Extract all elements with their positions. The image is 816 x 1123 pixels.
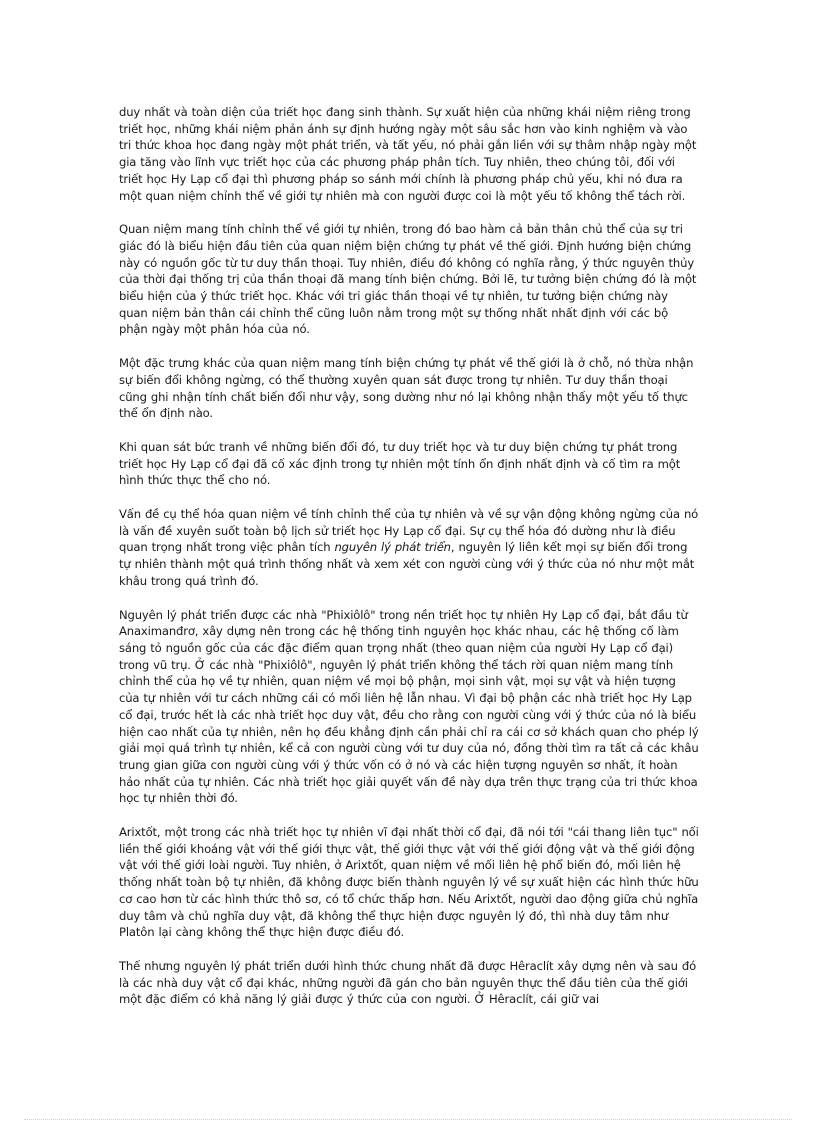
paragraph-5-tail: , nguyên lý liên kết mọi sự biến đổi trong tự nhiên thành một quá trình thống nhất và xem xét con người cùng với ý thức của nó như một mắt khâu trong quá trình đó. [119, 540, 695, 588]
document-page [119, 104, 699, 1025]
paragraph-4: Khi quan sát bức tranh về những biến đổi đó, tư duy triết học và tư duy biện chứng tự phát trong triết học Hy Lạp cổ đại đã cố xác định trong tự nhiên một tính ổn định nhất định và cố tìm ra một hình thức thực thể cho nó. [119, 439, 681, 488]
paragraph-5-emphasis: nguyên lý phát triển [334, 540, 451, 555]
paragraph-5 [119, 506, 699, 590]
page-bottom-divider [24, 1119, 792, 1120]
paragraph-7: Arixtốt, một trong các nhà triết học tự nhiên vĩ đại nhất thời cổ đại, đã nói tới "cái thang liên tục" nối liền thế giới khoáng vật với thế giới thực vật, thế giới thực vật với thế giới động vật và thế giới động vật với thế giới loài người. Tuy nhiên, ở Arixtốt, quan niệm về mối liên hệ phổ biến đó, mối liên hệ thống nhất toàn bộ tự nhiên, đã không được biến thành nguyên lý về sự xuất hiện các hình thức hữu cơ cao hơn từ các hình thức thô sơ, có tổ chức thấp hơn. Nếu Arixtốt, người dao động giữa chủ nghĩa duy tâm và chủ nghĩa duy vật, đã không thể thực hiện được nguyên lý đó, thì nhà duy tâm như Platôn lại càng không thể thực hiện được điều đó. [119, 825, 699, 940]
paragraph-3: Một đặc trưng khác của quan niệm mang tính biện chứng tự phát về thế giới là ở chỗ, nó thừa nhận sự biến đổi không ngừng, có thể thường xuyên quan sát được trong tự nhiên. Tư duy thần thoại cũng ghi nhận tính chất biến đổi như vậy, song dường như nó lại không nhận thấy một yếu tố thực thể ổn định nào. [119, 356, 694, 421]
paragraph-2: Quan niệm mang tính chỉnh thể về giới tự nhiên, trong đó bao hàm cả bản thân chủ thể của sự tri giác đó là biểu hiện đầu tiên của quan niệm biện chứng tự phát về thế giới. Định hướng biện chứng này có nguồn gốc từ tư duy thần thoại. Tuy nhiên, điều đó không có nghĩa rằng, ý thức nguyên thủy của thời đại thống trị của thần thoại đã mang tính biện chứng. Bởi lẽ, tư tưởng biện chứng đó là một biểu hiện của ý thức triết học. Khác với tri giác thần thoại về tự nhiên, tư tưởng biện chứng này quan niệm bản thân cái chỉnh thể cũng luôn nằm trong một sự thống nhất nhất định với các bộ phận ngày một phân hóa của nó. [119, 222, 697, 337]
paragraph-8: Thế nhưng nguyên lý phát triển dưới hình thức chung nhất đã được Hêraclít xây dựng nên và sau đó là các nhà duy vật cổ đại khác, những người đã gán cho bản nguyên thực thể đầu tiên của thế giới một đặc điểm có khả năng lý giải được ý thức của con người. Ở Hêraclít, cái giữ vai [119, 958, 697, 1007]
paragraph-5-lead: Vấn đề cụ thể hóa quan niệm về tính chỉnh thể của tự nhiên và về sự vận động không ngừng của nó là vấn đề xuyên suốt toàn bộ lịch sử triết học Hy Lạp cổ đại. Sự cụ thể hóa đó dường như là điều quan trọng nhất trong việc phân tích [119, 507, 699, 555]
paragraph-6: Nguyên lý phát triển được các nhà "Phixiôlô" trong nền triết học tự nhiên Hy Lạp cổ đại, bắt đầu từ Anaximanđrơ, xây dựng nên trong các hệ thống tinh nguyên học khác nhau, các hệ thống cố làm sáng tỏ nguồn gốc của các đặc điểm quan trọng nhất (theo quan niệm của người Hy Lạp cổ đại) trong vũ trụ. Ở các nhà "Phixiôlô", nguyên lý phát triển không thể tách rời quan niệm mang tính chỉnh thể của họ về tự nhiên, quan niệm về mọi bộ phận, mọi sinh vật, mọi sự vật và hiện tượng của tự nhiên với tư cách những cái có mối liên hệ lẫn nhau. Vì đại bộ phận các nhà triết học Hy Lạp cổ đại, trước hết là các nhà triết học duy vật, đều cho rằng con người cùng với ý thức của nó là biểu hiện cao nhất của tự nhiên, nên họ đều khẳng định cần phải chỉ ra cái cơ sở khách quan cho phép lý giải mọi quá trình tự nhiên, kể cả con người cùng với tư duy của nó, đồng thời tìm ra tất cả các khâu trung gian giữa con người cùng với ý thức vốn có ở nó và các hiện tượng nguyên sơ nhất, ít hoàn hảo nhất của tự nhiên. Các nhà triết học giải quyết vấn đề này dựa trên thực trạng của tri thức khoa học tự nhiên thời đó. [119, 607, 699, 806]
paragraph-1: duy nhất và toàn diện của triết học đang sinh thành. Sự xuất hiện của những khái niệm riêng trong triết học, những khái niệm phản ánh sự định hướng ngày một sâu sắc hơn vào kinh nghiệm và vào tri thức khoa học đang ngày một phát triển, và tất yếu, nó phải gắn liền với sự thâm nhập ngày một gia tăng vào lĩnh vực triết học của các phương pháp phân tích. Tuy nhiên, theo chúng tôi, đối với triết học Hy Lạp cổ đại thì phương pháp so sánh mới chính là phương pháp chủ yếu, khi nó đưa ra một quan niệm chỉnh thể về giới tự nhiên mà con người được coi là một yếu tố không thể tách rời. [119, 105, 697, 203]
